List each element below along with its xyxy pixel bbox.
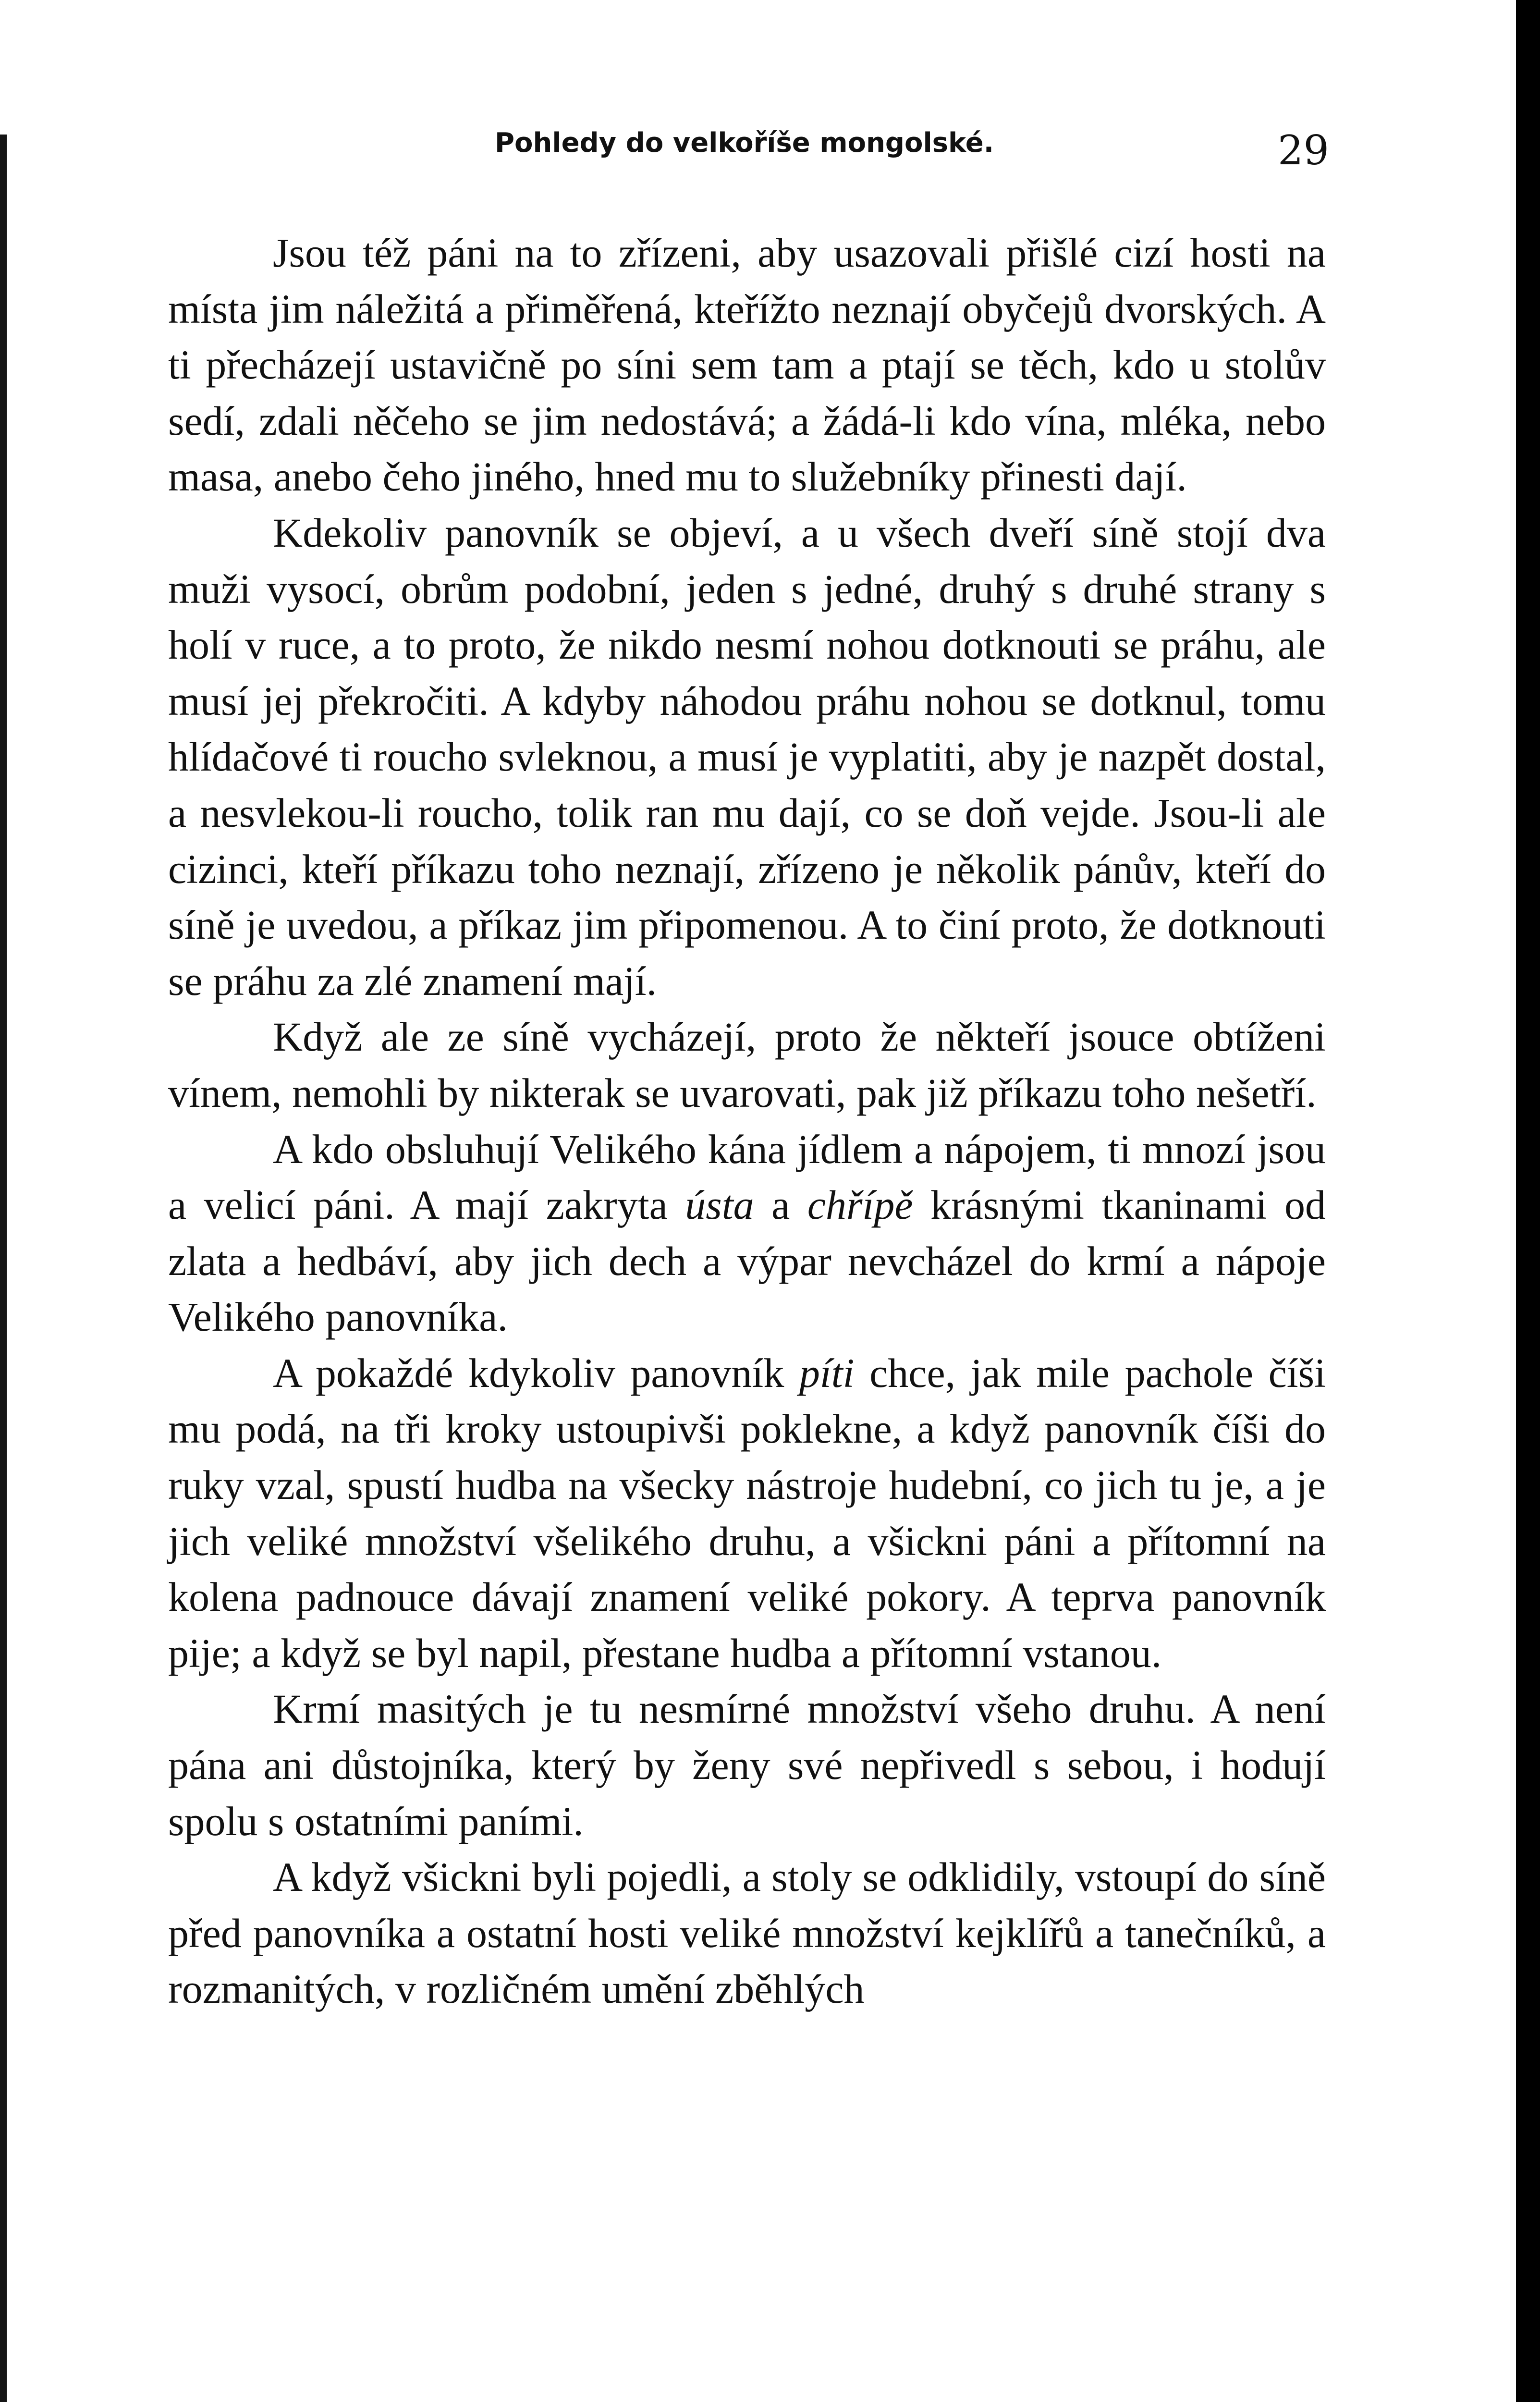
paragraph-5-part-2: chce, jak mile pachole číši mu podá, na tři kroky ustoupivši poklekne, a když panovník číši do ruky vzal, spustí hudba na všecky nástroje hudební, co jich tu je, a je jich veliké množství všelikého druhu, a všickni páni a přítomní na kolena padnouce dávají znamení veliké pokory. A teprva panovník pije; a když se byl napil, přestane hudba a přítomní vstanou. [168,1349,1326,1676]
body-text [168,225,1326,2017]
scan-border [1516,0,1540,2402]
italic-chripe: chřípě [807,1182,913,1228]
paragraph-4-part-1: A kdo obsluhují Velikého kána jídlem a nápojem, ti mnozí jsou a velicí páni. A mají zakryta [168,1126,1326,1228]
italic-usta: ústa [685,1182,754,1228]
page-edge-shadow [0,135,7,2402]
paragraph-4 [168,1121,1326,1345]
italic-piti: píti [799,1349,855,1396]
running-head: Pohledy do velkoříše mongolské. [495,127,994,159]
paragraph-3: Když ale ze síně vycházejí, proto že někteří jsouce obtíženi vínem, nemohli by nikterak se uvarovati, pak již příkazu toho nešetří. [168,1014,1326,1116]
paragraph-5 [168,1345,1326,1681]
paragraph-7: A když všickni byli pojedli, a stoly se odklidily, vstoupí do síně před panovníka a ostatní hosti veliké množství kejklířů a tanečníků, a rozmanitých, v rozličném umění zběhlých [168,1854,1326,2012]
page-number: 29 [1278,127,1329,174]
paragraph-4-part-2: a [754,1182,807,1228]
paragraph-1: Jsou též páni na to zřízeni, aby usazovali přišlé cizí hosti na místa jim náležitá a přiměřená, kteřížto neznají obyčejů dvorských. A ti přecházejí ustavičně po síni sem tam a ptají se těch, kdo u stolův sedí, zdali něčeho se jim nedostává; a žádá-li kdo vína, mléka, nebo masa, anebo čeho jiného, hned mu to služebníky přinesti dají. [168,230,1326,500]
paragraph-6: Krmí masitých je tu nesmírné množství všeho druhu. A není pána ani důstojníka, který by ženy své nepřivedl s sebou, i hodují spolu s ostatními paními. [168,1686,1326,1844]
paragraph-5-part-1: A pokaždé kdykoliv panovník [273,1349,799,1396]
paragraph-2: Kdekoliv panovník se objeví, a u všech dveří síně stojí dva muži vysocí, obrům podobní, jeden s jedné, druhý s druhé strany s holí v ruce, a to proto, že nikdo nesmí nohou dotknouti se práhu, ale musí jej překročiti. A kdyby náhodou práhu nohou se dotknul, tomu hlídačové ti roucho svleknou, a musí je vyplatiti, aby je nazpět dostal, a nesvlekou-li roucho, tolik ran mu dají, co se doň vejde. Jsou-li ale cizinci, kteří příkazu toho neznají, zřízeno je několik pánův, kteří do síně je uvedou, a příkaz jim připomenou. A to činí proto, že dotknouti se práhu za zlé znamení mají. [168,509,1326,1004]
paragraph-4-part-3: krásnými tkaninami od zlata a hedbáví, aby jich dech a výpar nevcházel do krmí a nápoje Velikého panovníka. [168,1182,1326,1340]
